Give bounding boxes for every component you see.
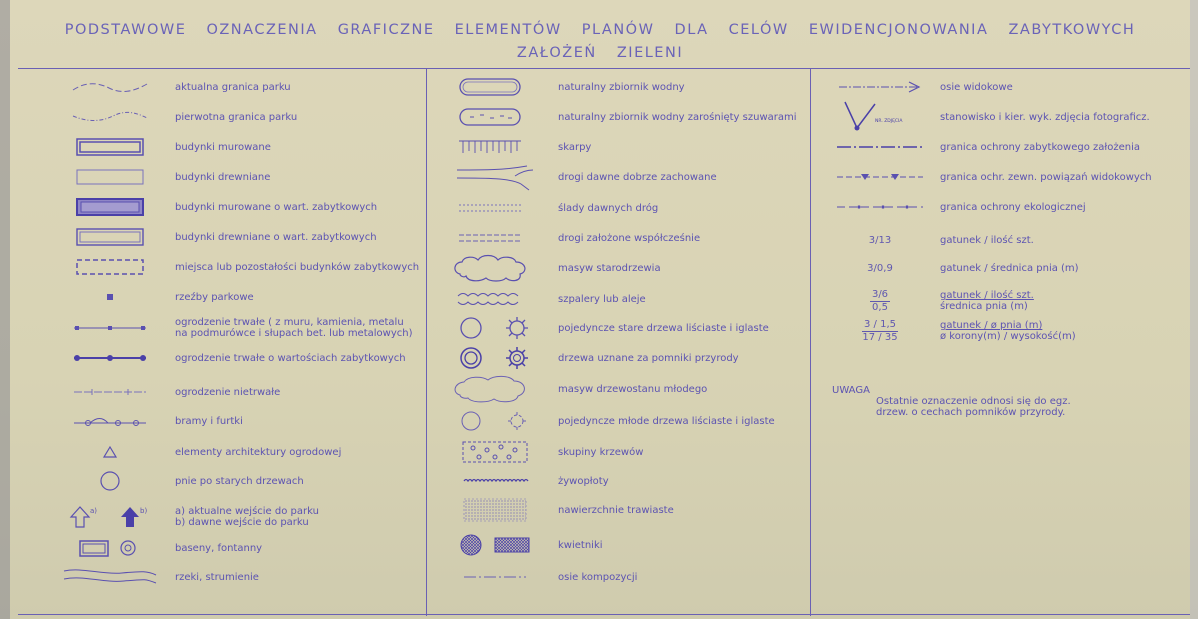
fraction-bottom: 0,5 bbox=[872, 301, 888, 313]
legend-entry bbox=[20, 132, 420, 162]
legend-label: granica ochrony ekologicznej bbox=[940, 201, 1086, 213]
legend-label: pierwotna granica parku bbox=[175, 111, 298, 123]
single-young-trees-icon bbox=[455, 406, 535, 436]
legend-label-line-1: gatunek / ilość szt. bbox=[940, 290, 1034, 301]
slope-icon bbox=[455, 132, 525, 162]
legend-label: ogrodzenie nietrwałe bbox=[175, 386, 281, 398]
legend-entry bbox=[820, 72, 1190, 102]
legend-label bbox=[940, 316, 1076, 346]
species-count-symbol bbox=[830, 225, 930, 255]
legend-entry bbox=[820, 316, 1190, 346]
legend-entry bbox=[820, 253, 1190, 283]
legend-entry bbox=[440, 223, 800, 253]
legend-entry bbox=[820, 192, 1190, 222]
legend-label: naturalny zbiornik wodny zarośnięty szuwarami bbox=[558, 111, 797, 123]
shrub-group-icon bbox=[455, 437, 535, 467]
legend-entry bbox=[20, 252, 420, 282]
legend-entry bbox=[20, 313, 420, 343]
small-square-icon bbox=[70, 282, 150, 312]
tree-dimensions-fraction-symbol bbox=[830, 316, 930, 346]
legend-entry bbox=[20, 377, 420, 407]
legend-entry bbox=[20, 72, 420, 102]
legend-label: baseny, fontanny bbox=[175, 542, 263, 554]
legend-label: granica ochrony zabytkowego założenia bbox=[940, 141, 1140, 153]
legend-label: rzeki, strumienie bbox=[175, 571, 259, 583]
circle-icon bbox=[70, 466, 150, 496]
column-divider-1 bbox=[426, 68, 427, 616]
legend-label: drzewa uznane za pomniki przyrody bbox=[558, 352, 739, 364]
legend-label-line-1: ogrodzenie trwałe ( z muru, kamienia, metalu bbox=[175, 317, 404, 328]
legend-title-line-2: ZAŁOŻEŃ ZIELENI bbox=[516, 45, 684, 61]
legend-label-line-2: na podmurówce i słupach bet. lub metalowych) bbox=[175, 328, 413, 339]
legend-entry bbox=[440, 132, 800, 162]
legend-entry bbox=[820, 162, 1190, 192]
legend-label: budynki drewniane bbox=[175, 171, 271, 183]
hatched-rectangle-icon bbox=[70, 192, 150, 222]
legend-label: pojedyncze stare drzewa liściaste i iglaste bbox=[558, 322, 769, 334]
legend-entry bbox=[20, 562, 420, 592]
pond-icon bbox=[455, 72, 525, 102]
legend-label: drogi założone współcześnie bbox=[558, 232, 701, 244]
legend-label: naturalny zbiornik wodny bbox=[558, 81, 685, 93]
legend-label: gatunek / średnica pnia (m) bbox=[940, 262, 1079, 274]
legend-label: rzeźby parkowe bbox=[175, 291, 254, 303]
legend-entry bbox=[440, 495, 800, 525]
road-traces-icon bbox=[455, 193, 525, 223]
legend-label: żywopłoty bbox=[558, 475, 609, 487]
fraction bbox=[870, 289, 890, 314]
species-count-text: 3/13 bbox=[868, 234, 892, 246]
dashed-wave-line-icon bbox=[70, 72, 150, 102]
gate-line-icon bbox=[70, 406, 150, 436]
legend-entry bbox=[20, 162, 420, 192]
legend-label: stanowisko i kier. wyk. zdjęcia fotograficz. bbox=[940, 111, 1150, 123]
tree-row-icon bbox=[455, 284, 525, 314]
note-line-1: Ostatnie oznaczenie odnosi się do egz. bbox=[876, 396, 1071, 407]
sheet-right-edge bbox=[1190, 0, 1198, 619]
fraction-bottom: 17 / 35 bbox=[862, 331, 898, 343]
legend-label: masyw drzewostanu młodego bbox=[558, 383, 708, 395]
photo-station-icon bbox=[830, 102, 930, 132]
legend-entry bbox=[440, 406, 800, 436]
legend-label: skupiny krzewów bbox=[558, 446, 644, 458]
legend-entry bbox=[820, 225, 1190, 255]
legend-entry bbox=[820, 286, 1190, 316]
legend-entry bbox=[20, 102, 420, 132]
grass-surface-icon bbox=[455, 495, 535, 525]
dotted-wave-line-icon bbox=[70, 102, 150, 132]
legend-entry bbox=[440, 193, 800, 223]
legend-entry bbox=[20, 533, 420, 563]
legend-label: masyw starodrzewia bbox=[558, 262, 661, 274]
legend-entry bbox=[20, 222, 420, 252]
legend-label: budynki murowane bbox=[175, 141, 271, 153]
legend-label: skarpy bbox=[558, 141, 592, 153]
legend-label: budynki murowane o wart. zabytkowych bbox=[175, 201, 378, 213]
legend-label: pojedyncze młode drzewa liściaste i iglaste bbox=[558, 415, 775, 427]
legend-label: ślady dawnych dróg bbox=[558, 202, 659, 214]
legend-label: osie widokowe bbox=[940, 81, 1013, 93]
legend-entry bbox=[440, 530, 800, 560]
legend-label: aktualna granica parku bbox=[175, 81, 291, 93]
entrance-arrows-icon bbox=[70, 502, 150, 532]
thin-fence-line-icon bbox=[70, 377, 150, 407]
legend-title-line-1: PODSTAWOWE OZNACZENIA GRAFICZNE ELEMENTÓW PLANÓW DLA CELÓW EWIDENCJONOWANIA ZABYTKOWYCH bbox=[64, 22, 1136, 38]
legend-label: drogi dawne dobrze zachowane bbox=[558, 171, 717, 183]
legend-entry bbox=[20, 192, 420, 222]
note-text bbox=[876, 396, 1071, 418]
legend-label: elementy architektury ogrodowej bbox=[175, 446, 342, 458]
legend-label bbox=[175, 313, 413, 343]
legend-label-line-2: b) dawne wejście do parku bbox=[175, 517, 309, 528]
legend-label: osie kompozycji bbox=[558, 571, 638, 583]
species-fraction-symbol bbox=[830, 286, 930, 316]
bold-fence-line-icon bbox=[70, 343, 150, 373]
double-thin-rectangle-icon bbox=[70, 222, 150, 252]
legend-entry bbox=[20, 466, 420, 496]
reed-pond-icon bbox=[455, 102, 525, 132]
legend-entry bbox=[440, 466, 800, 496]
legend-label bbox=[175, 502, 319, 532]
legend-label-line-1: a) aktualne wejście do parku bbox=[175, 506, 319, 517]
modern-road-icon bbox=[455, 223, 525, 253]
legend-entry bbox=[440, 343, 800, 373]
legend-entry bbox=[20, 282, 420, 312]
legend-entry bbox=[440, 162, 800, 192]
old-road-icon bbox=[455, 162, 535, 192]
thin-rectangle-icon bbox=[70, 162, 150, 192]
legend-entry bbox=[20, 343, 420, 373]
legend-label bbox=[940, 286, 1034, 316]
svg-text:a): a) bbox=[90, 507, 98, 515]
legend-label-line-1: gatunek / ø pnia (m) bbox=[940, 320, 1043, 331]
protection-border-icon bbox=[830, 132, 930, 162]
fraction-top: 3 / 1,5 bbox=[864, 318, 896, 330]
triangle-icon bbox=[70, 437, 150, 467]
legend-entry bbox=[20, 406, 420, 436]
legend-label: nawierzchnie trawiaste bbox=[558, 504, 674, 516]
composition-axis-icon bbox=[455, 562, 535, 592]
legend-label: granica ochr. zewn. powiązań widokowych bbox=[940, 171, 1152, 183]
pool-fountain-icon bbox=[70, 533, 150, 563]
bottom-divider bbox=[18, 614, 1190, 615]
legend-label-line-2: ø korony(m) / wysokość(m) bbox=[940, 331, 1076, 342]
monument-trees-icon bbox=[455, 343, 535, 373]
old-tree-mass-icon bbox=[450, 253, 530, 283]
legend-label: szpalery lub aleje bbox=[558, 293, 646, 305]
legend-label-line-2: średnica pnia (m) bbox=[940, 301, 1028, 312]
column-divider-2 bbox=[810, 68, 811, 616]
flowerbed-icon bbox=[455, 530, 535, 560]
species-diameter-text: 3/0,9 bbox=[867, 262, 893, 274]
legend-label: budynki drewniane o wart. zabytkowych bbox=[175, 231, 377, 243]
dashed-rectangle-icon bbox=[70, 252, 150, 282]
river-icon bbox=[60, 562, 160, 592]
header-divider bbox=[18, 68, 1190, 69]
legend-label: pnie po starych drzewach bbox=[175, 475, 304, 487]
young-tree-mass-icon bbox=[450, 374, 530, 404]
legend-entry bbox=[440, 374, 800, 404]
fraction bbox=[862, 319, 898, 344]
note-line-2: drzew. o cechach pomników przyrody. bbox=[876, 407, 1066, 418]
fence-line-icon bbox=[70, 313, 150, 343]
legend-entry bbox=[820, 102, 1190, 132]
note-heading: UWAGA bbox=[832, 385, 870, 396]
legend-entry bbox=[20, 502, 420, 532]
ecological-border-icon bbox=[830, 192, 930, 222]
legend-label: kwietniki bbox=[558, 539, 603, 551]
single-old-trees-icon bbox=[455, 313, 535, 343]
fraction-top: 3/6 bbox=[871, 288, 889, 300]
legend-entry bbox=[440, 102, 800, 132]
legend-entry bbox=[440, 253, 800, 283]
svg-text:b): b) bbox=[140, 507, 148, 515]
legend-entry bbox=[820, 132, 1190, 162]
view-protection-border-icon bbox=[830, 162, 930, 192]
legend-label: gatunek / ilość szt. bbox=[940, 234, 1034, 246]
legend-entry bbox=[440, 562, 800, 592]
double-rectangle-icon bbox=[70, 132, 150, 162]
legend-label: miejsca lub pozostałości budynków zabytkowych bbox=[175, 261, 420, 273]
view-axis-icon bbox=[830, 72, 930, 102]
sheet-left-edge bbox=[0, 0, 10, 619]
hedge-icon bbox=[455, 466, 535, 496]
legend-entry bbox=[440, 72, 800, 102]
legend-label: ogrodzenie trwałe o wartościach zabytkowych bbox=[175, 352, 406, 364]
legend-entry bbox=[440, 437, 800, 467]
legend-label: bramy i furtki bbox=[175, 415, 243, 427]
legend-entry bbox=[440, 313, 800, 343]
legend-entry bbox=[20, 437, 420, 467]
legend-entry bbox=[440, 284, 800, 314]
photo-number-text: NR. ZDJĘCIA bbox=[875, 119, 903, 124]
species-diameter-symbol bbox=[830, 253, 930, 283]
